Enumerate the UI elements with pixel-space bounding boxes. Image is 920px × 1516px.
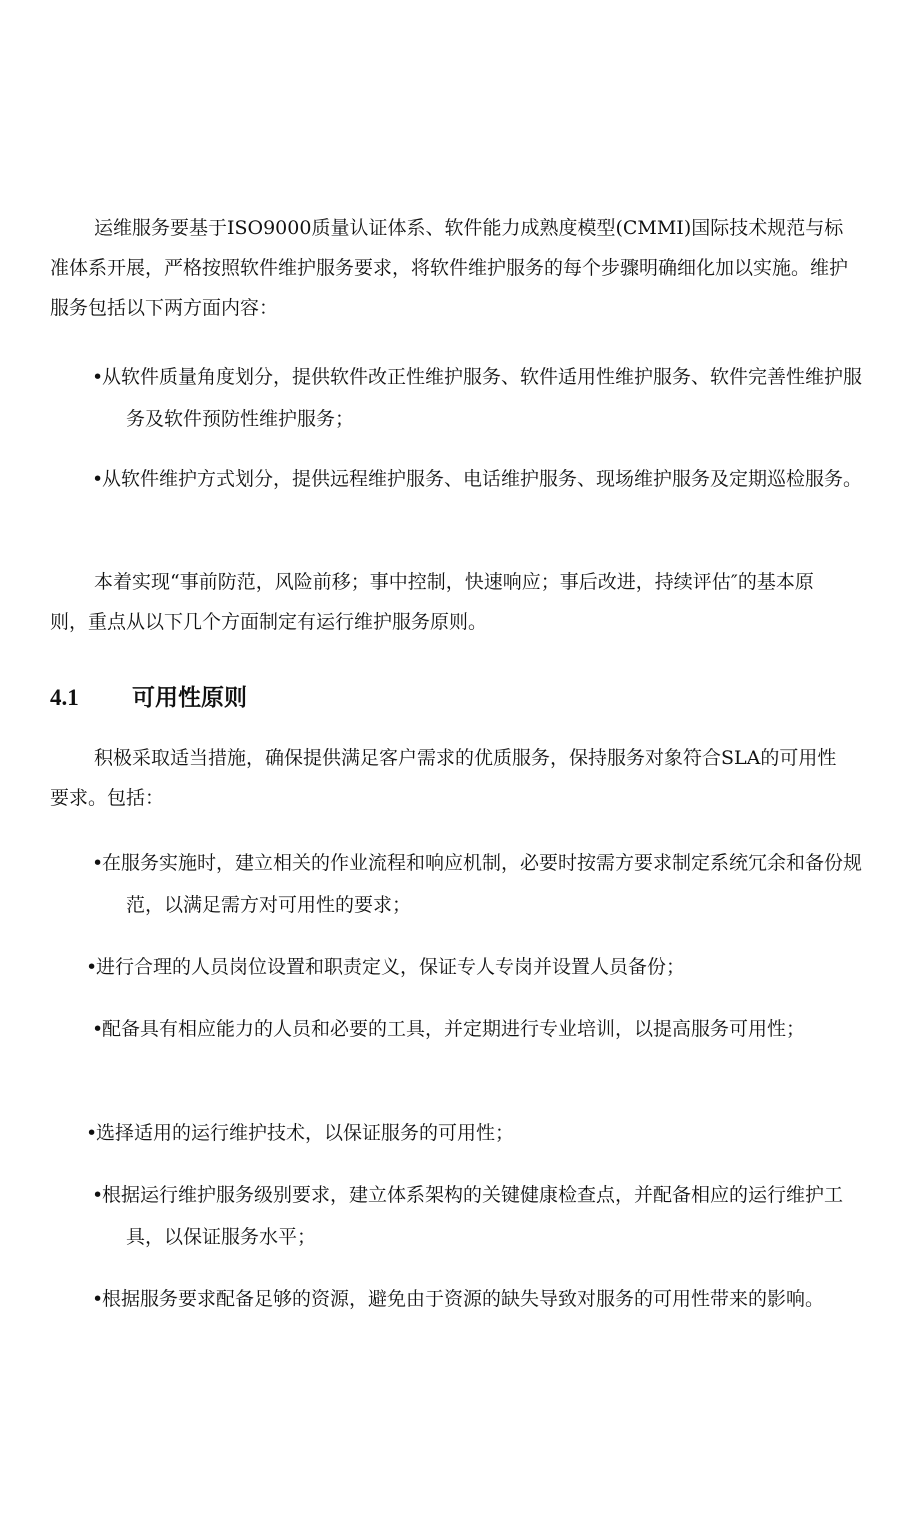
bullet-icon: • xyxy=(86,1122,98,1144)
bullet-icon: • xyxy=(92,852,104,874)
section-heading xyxy=(50,678,247,718)
intro-paragraph: 运维服务要基于ISO9000质量认证体系、软件能力成熟度模型(CMMI)国际技术规范与标准体系开展，严格按照软件维护服务要求，将软件维护服务的每个步骤明确细化加以实施。维护服务包括以下两方面内容： xyxy=(50,217,849,319)
list-item: •配备具有相应能力的人员和必要的工具，并定期进行专业培训，以提高服务可用性； xyxy=(92,1008,866,1050)
list-item: •从软件维护方式划分，提供远程维护服务、电话维护服务、现场维护服务及定期巡检服务。 xyxy=(92,458,866,500)
bullet-icon: • xyxy=(92,468,104,490)
list-item: •选择适用的运行维护技术，以保证服务的可用性； xyxy=(86,1112,860,1154)
principle-paragraph: 本着实现“事前防范，风险前移；事中控制，快速响应；事后改进，持续评估″的基本原则，重点从以下几个方面制定有运行维护服务原则。 xyxy=(50,571,814,633)
list-item: •从软件质量角度划分，提供软件改正性维护服务、软件适用性维护服务、软件完善性维护服务及软件预防性维护服务； xyxy=(92,356,866,440)
bullet-icon: • xyxy=(92,1288,104,1310)
section-title: 可用性原则 xyxy=(132,685,247,711)
section-paragraph: 积极采取适当措施，确保提供满足客户需求的优质服务，保持服务对象符合SLA的可用性要求。包括： xyxy=(50,747,837,809)
list-item: •根据服务要求配备足够的资源，避免由于资源的缺失导致对服务的可用性带来的影响。 xyxy=(92,1278,866,1320)
bullet-icon: • xyxy=(92,1184,104,1206)
bullet-icon: • xyxy=(92,366,104,388)
list-item: •进行合理的人员岗位设置和职责定义，保证专人专岗并设置人员备份； xyxy=(86,946,860,988)
list-item: •在服务实施时，建立相关的作业流程和响应机制，必要时按需方要求制定系统冗余和备份规范，以满足需方对可用性的要求； xyxy=(92,842,866,926)
list-item: •根据运行维护服务级别要求，建立体系架构的关键健康检查点，并配备相应的运行维护工具，以保证服务水平； xyxy=(92,1174,866,1258)
section-number: 4.1 xyxy=(50,685,79,710)
bullet-icon: • xyxy=(92,1018,104,1040)
bullet-icon: • xyxy=(86,956,98,978)
